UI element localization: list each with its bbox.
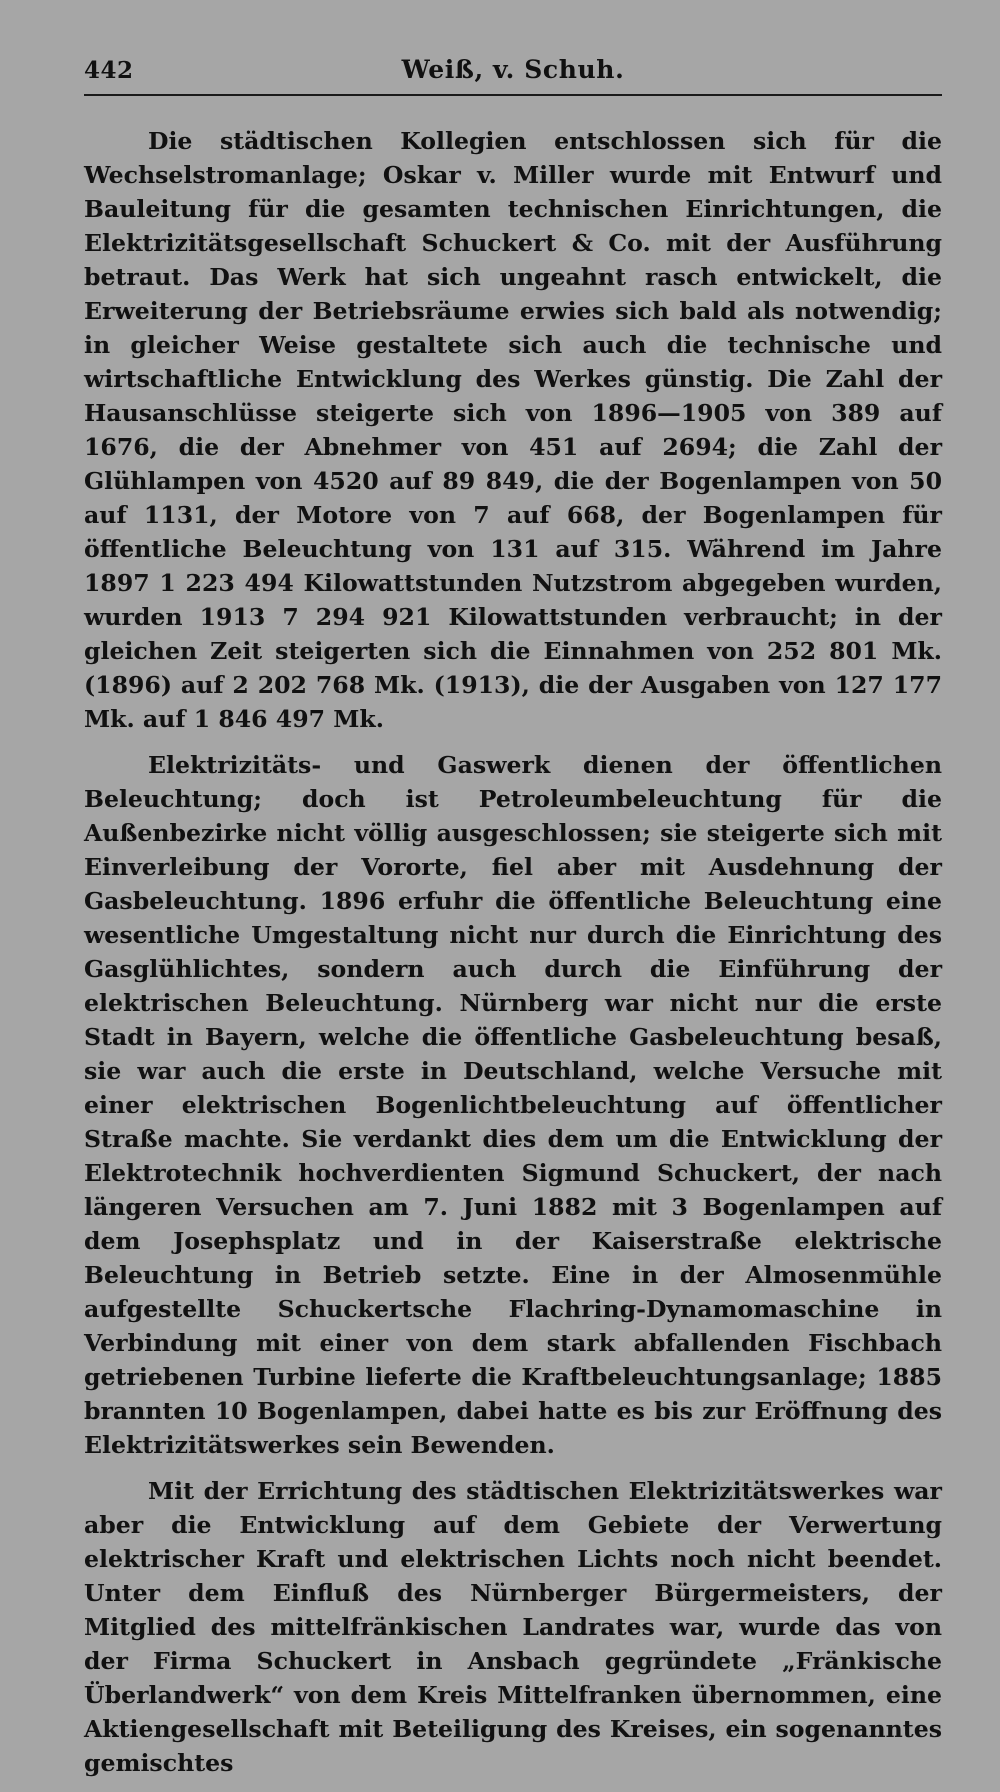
paragraph-1: Die städtischen Kollegien entschlossen sich für die Wechselstromanlage; Oskar v. Miller wurde mit Entwurf und Bauleitung für die gesamten technischen Einrichtungen, die Elektrizitätsgesellschaft Schuckert & Co. mit der Ausführung betraut. Das Werk hat sich ungeahnt rasch entwickelt, die Erweiterung der Betriebsräume erwies sich bald als notwendig; in gleicher Weise gestaltete sich auch die technische und wirtschaftliche Entwicklung des Werkes günstig. Die Zahl der Hausanschlüsse steigerte sich von 1896—1905 von 389 auf 1676, die der Abnehmer von 451 auf 2694; die Zahl der Glühlampen von 4520 auf 89 849, die der Bogenlampen von 50 auf 1131, der Motore von 7 auf 668, der Bogenlampen für öffentliche Beleuchtung von 131 auf 315. Während im Jahre 1897 1 223 494 Kilowattstunden Nutzstrom abgegeben wurden, wurden 1913 7 294 921 Kilowattstunden verbraucht; in der gleichen Zeit steigerten sich die Einnahmen von 252 801 Mk. (1896) auf 2 202 768 Mk. (1913), die der Ausgaben von 127 177 Mk. auf 1 846 497 Mk. [84,127,942,733]
header-rule [84,94,942,96]
running-title: Weiß, v. Schuh. [401,55,625,84]
page-number: 442 [84,57,134,84]
paragraph-3: Mit der Errichtung des städtischen Elektrizitätswerkes war aber die Entwicklung auf dem Gebiete der Verwertung elektrischer Kraft und elektrischen Lichts noch nicht beendet. Unter dem Einfluß des Nürnberger Bürgermeisters, der Mitglied des mittelfränkischen Landrates war, wurde das von der Firma Schuckert in Ansbach gegründete „Fränkische Überlandwerk“ von dem Kreis Mittelfranken übernommen, eine Aktiengesellschaft mit Beteiligung des Kreises, ein sogenanntes gemischtes [84,1477,942,1777]
page-header [84,55,942,91]
paragraph-2: Elektrizitäts- und Gaswerk dienen der öffentlichen Beleuchtung; doch ist Petroleumbeleuchtung für die Außenbezirke nicht völlig ausgeschlossen; sie steigerte sich mit Einverleibung der Vororte, fiel aber mit Ausdehnung der Gasbeleuchtung. 1896 erfuhr die öffentliche Beleuchtung eine wesentliche Umgestaltung nicht nur durch die Einrichtung des Gasglühlichtes, sondern auch durch die Einführung der elektrischen Beleuchtung. Nürnberg war nicht nur die erste Stadt in Bayern, welche die öffentliche Gasbeleuchtung besaß, sie war auch die erste in Deutschland, welche Versuche mit einer elektrischen Bogenlichtbeleuchtung auf öffentlicher Straße machte. Sie verdankt dies dem um die Entwicklung der Elektrotechnik hochverdienten Sigmund Schuckert, der nach längeren Versuchen am 7. Juni 1882 mit 3 Bogenlampen auf dem Josephsplatz und in der Kaiserstraße elektrische Beleuchtung in Betrieb setzte. Eine in der Almosenmühle aufgestellte Schuckertsche Flachring-Dynamomaschine in Verbindung mit einer von dem stark abfallenden Fischbach getriebenen Turbine lieferte die Kraftbeleuchtungsanlage; 1885 brannten 10 Bogenlampen, dabei hatte es bis zur Eröffnung des Elektrizitätswerkes sein Bewenden. [84,751,942,1459]
body-text [84,124,942,1792]
